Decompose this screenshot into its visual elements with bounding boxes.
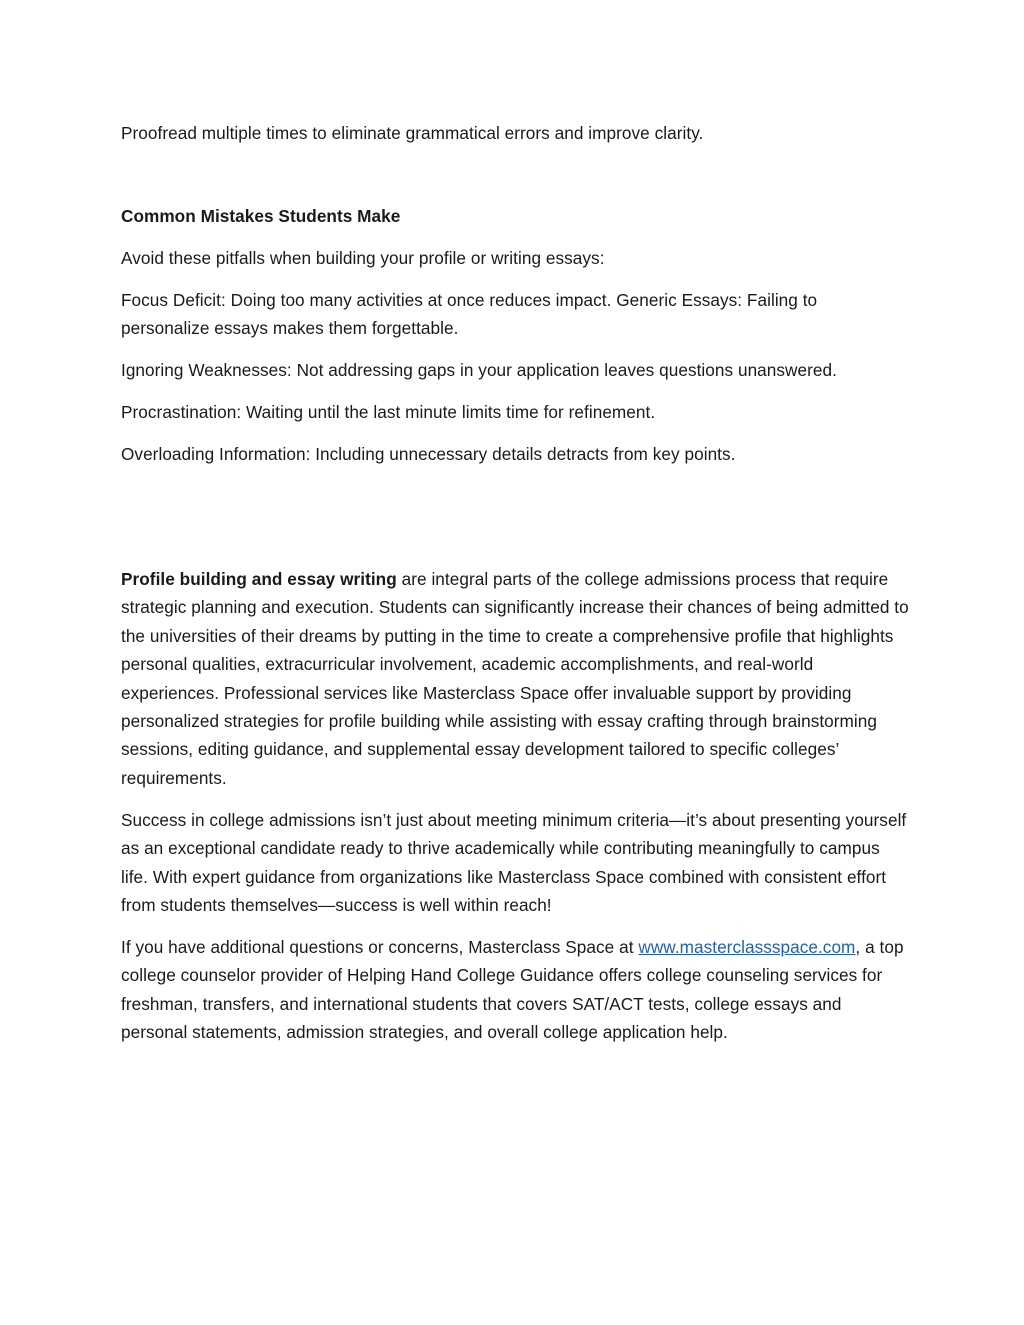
- success-paragraph: Success in college admissions isn’t just about meeting minimum criteria—it’s about presenting yourself as an exceptional candidate ready to thrive academically while contributing meaningfully to campus life. With expert guidance from organizations like Masterclass Space combined with consistent effort from students themselves—success is well within reach!: [121, 810, 907, 916]
- procrastination-line: Procrastination: Waiting until the last minute limits time for refinement.: [121, 402, 656, 422]
- intro-line: Avoid these pitfalls when building your profile or writing essays:: [121, 248, 605, 268]
- contact-paragraph: [121, 933, 911, 1047]
- website-link[interactable]: www.masterclassspace.com: [638, 937, 856, 957]
- proofread-line: Proofread multiple times to eliminate grammatical errors and improve clarity.: [121, 123, 704, 143]
- contact-text-after: , a top college counselor provider of Helping Hand College Guidance offers college counseling services for freshman, transfers, and international students that covers SAT/ACT tests, college essays and personal statements, admission strategies, and overall college application help.: [121, 937, 904, 1043]
- profile-building-paragraph: [121, 565, 911, 792]
- section-heading: Common Mistakes Students Make: [121, 206, 401, 226]
- paragraph-body: are integral parts of the college admissions process that require strategic planning and execution. Students can significantly increase their chances of being admitted to the universities of their dreams by putting in the time to create a comprehensive profile that highlights personal qualities, extracurricular involvement, academic accomplishments, and real-world experiences. Professional services like Masterclass Space offer invaluable support by providing personalized strategies for profile building while assisting with essay crafting through brainstorming sessions, editing guidance, and supplemental essay development tailored to specific colleges’ requirements.: [121, 569, 909, 788]
- contact-text-before: If you have additional questions or concerns, Masterclass Space at: [121, 937, 639, 957]
- ignoring-weaknesses-line: Ignoring Weaknesses: Not addressing gaps in your application leaves questions unanswered.: [121, 360, 837, 380]
- overloading-line: Overloading Information: Including unnecessary details detracts from key points.: [121, 444, 736, 464]
- paragraph-lead-bold: Profile building and essay writing: [121, 569, 397, 589]
- focus-deficit-line: Focus Deficit: Doing too many activities at once reduces impact. Generic Essays: Failing to personalize essays makes them forgettable.: [121, 290, 818, 339]
